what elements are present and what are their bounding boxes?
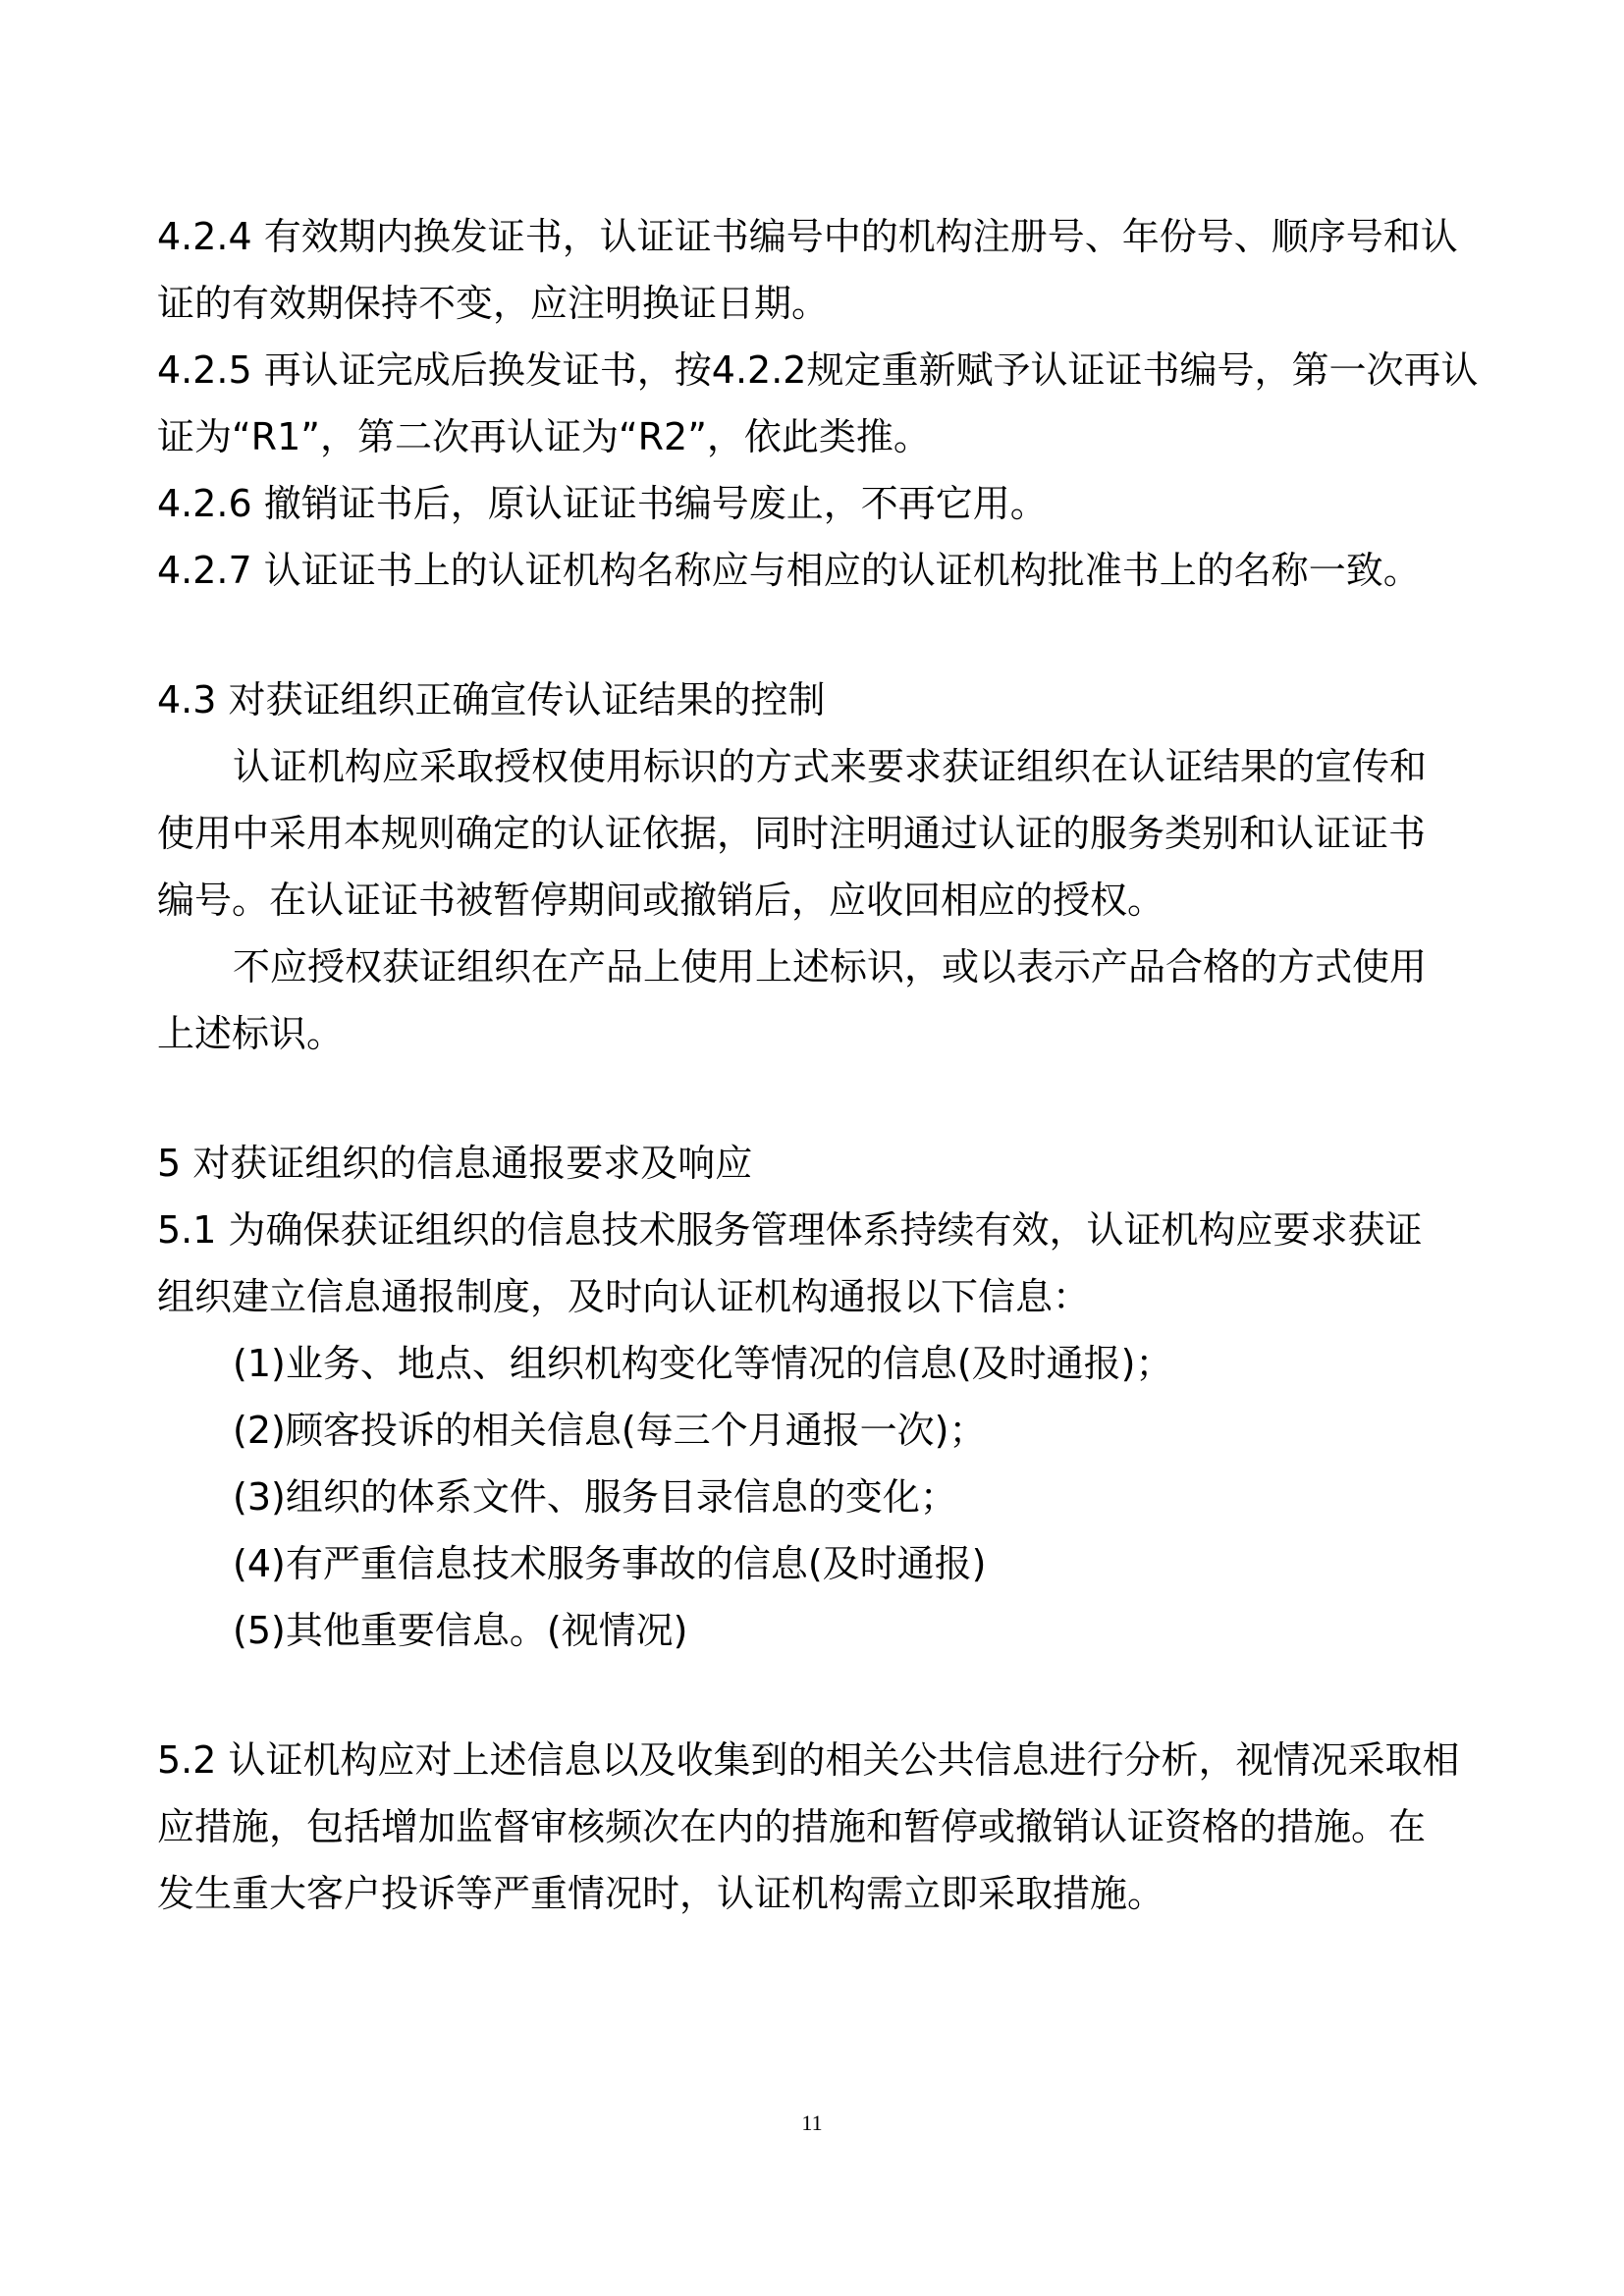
text-line: 上述标识。 [157, 1012, 345, 1055]
text-line: 证的有效期保持不变，应注明换证日期。 [157, 282, 830, 325]
list-item: (5)其他重要信息。(视情况) [233, 1609, 688, 1652]
text-line: 发生重大客户投诉等严重情况时，认证机构需立即采取措施。 [157, 1872, 1165, 1915]
list-item: (1)业务、地点、组织机构变化等情况的信息(及时通报)； [233, 1342, 1173, 1385]
text-line: 4.2.6 撤销证书后，原认证证书编号废止，不再它用。 [157, 482, 1048, 525]
text-line: 使用中采用本规则确定的认证依据，同时注明通过认证的服务类别和认证证书 [157, 812, 1427, 855]
list-item: (4)有严重信息技术服务事故的信息(及时通报) [233, 1542, 987, 1585]
list-item: (2)顾客投诉的相关信息(每三个月通报一次)； [233, 1409, 987, 1452]
text-line: 4.2.5 再认证完成后换发证书，按4.2.2规定重新赋予认证证书编号，第一次再认 [157, 348, 1479, 392]
section-heading: 5 对获证组织的信息通报要求及响应 [157, 1142, 753, 1185]
text-line: 4.2.4 有效期内换发证书，认证证书编号中的机构注册号、年份号、顺序号和认 [157, 215, 1458, 258]
section-heading: 4.3 对获证组织正确宣传认证结果的控制 [157, 678, 826, 721]
page-number: 11 [801, 2110, 823, 2135]
text-line: 认证机构应采取授权使用标识的方式来要求获证组织在认证结果的宣传和 [233, 745, 1428, 788]
text-line: 5.1 为确保获证组织的信息技术服务管理体系持续有效，认证机构应要求获证 [157, 1208, 1423, 1252]
text-line: 5.2 认证机构应对上述信息以及收集到的相关公共信息进行分析，视情况采取相 [157, 1738, 1460, 1782]
text-line: 不应授权获证组织在产品上使用上述标识，或以表示产品合格的方式使用 [233, 945, 1428, 988]
text-line: 编号。在认证证书被暂停期间或撤销后，应收回相应的授权。 [157, 879, 1165, 922]
text-line: 证为“R1”，第二次再认证为“R2”，依此类推。 [157, 415, 931, 458]
text-line: 应措施，包括增加监督审核频次在内的措施和暂停或撤销认证资格的措施。在 [157, 1805, 1427, 1848]
text-line: 组织建立信息通报制度，及时向认证机构通报以下信息： [157, 1275, 1091, 1318]
text-line: 4.2.7 认证证书上的认证机构名称应与相应的认证机构批准书上的名称一致。 [157, 549, 1421, 592]
list-item: (3)组织的体系文件、服务目录信息的变化； [233, 1475, 957, 1519]
